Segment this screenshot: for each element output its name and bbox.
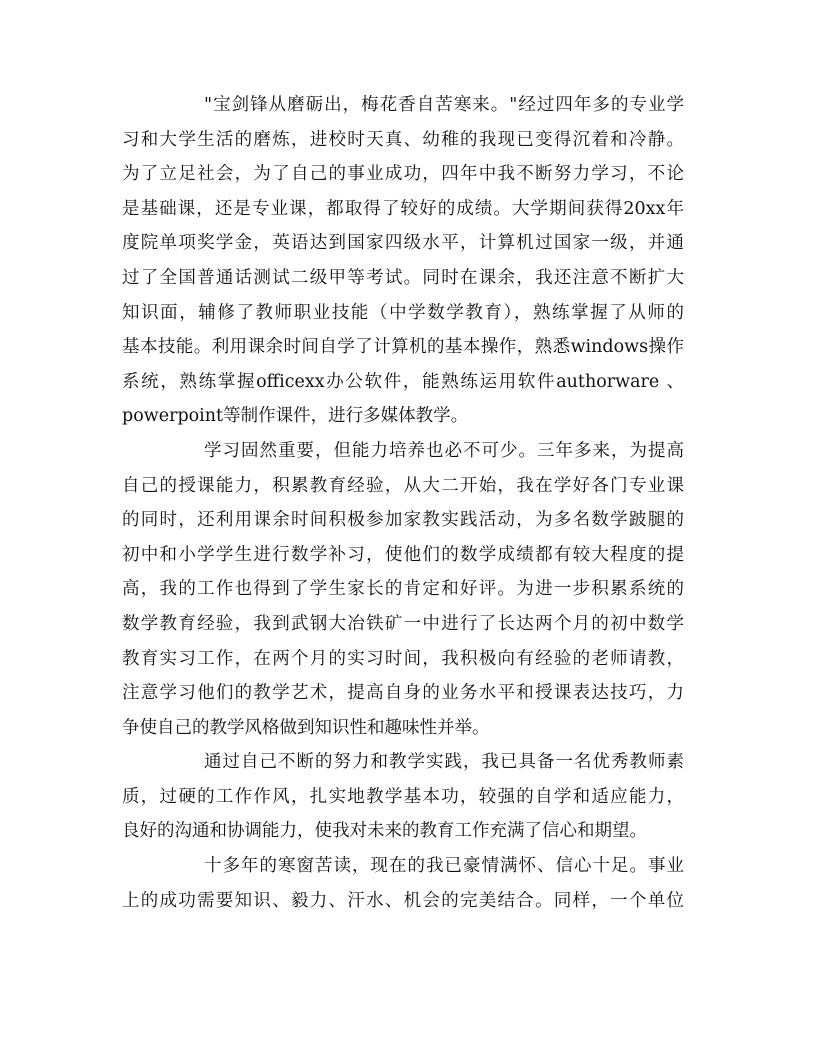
paragraph-4 — [122, 849, 684, 918]
text-line: "宝剑锋从磨砺出，梅花香自苦寒来。"经过四年多的专业学 — [204, 95, 684, 115]
text-line: 过了全国普通话测试二级甲等考试。同时在课余，我还注意不断扩大 — [122, 267, 684, 288]
text-line: 知识面，辅修了教师职业技能（中学数学教育），熟练掌握了从师的 — [122, 302, 684, 323]
paragraph-1 — [122, 88, 684, 434]
text-line: 教育实习工作，在两个月的实习时间，我积极向有经验的老师请教， — [122, 648, 684, 669]
text-line: 的同时，还利用课余时间积极参加家教实践活动，为多名数学跛腿的 — [122, 510, 684, 531]
text-line: 习和大学生活的磨炼，进校时天真、幼稚的我现已变得沉着和冷静。 — [122, 129, 684, 150]
text-line: 上的成功需要知识、毅力、汗水、机会的完美结合。同样，一个单位 — [122, 890, 684, 911]
text-line: 基本技能。利用课余时间自学了计算机的基本操作，熟悉windows操作 — [122, 337, 684, 358]
text-line: 自己的授课能力，积累教育经验，从大二开始，我在学好各门专业课 — [122, 475, 684, 496]
text-line: 数学教育经验，我到武钢大冶铁矿一中进行了长达两个月的初中数学 — [122, 613, 684, 634]
text-line: 质，过硬的工作作风，扎实地教学基本功，较强的自学和适应能力， — [122, 786, 684, 807]
text-line: 良好的沟通和协调能力，使我对未来的教育工作充满了信心和期望。 — [122, 821, 647, 842]
text-line: 初中和小学学生进行数学补习，使他们的数学成绩都有较大程度的提 — [122, 544, 684, 565]
text-line: powerpoint等制作课件，进行多媒体教学。 — [122, 406, 469, 427]
text-line: 争使自己的教学风格做到知识性和趣味性并举。 — [122, 717, 490, 738]
text-line: 通过自己不断的努力和教学实践，我已具备一名优秀教师素 — [204, 752, 684, 773]
text-line: 是基础课，还是专业课，都取得了较好的成绩。大学期间获得20xx年 — [122, 198, 684, 219]
text-line: 注意学习他们的教学艺术，提高自身的业务水平和授课表达技巧，力 — [122, 683, 684, 704]
text-line: 学习固然重要，但能力培养也必不可少。三年多来，为提高 — [204, 440, 684, 461]
text-line: 高，我的工作也得到了学生家长的肯定和好评。为进一步积累系统的 — [122, 579, 684, 600]
text-line: 度院单项奖学金，英语达到国家四级水平，计算机过国家一级，并通 — [122, 233, 684, 254]
text-line: 十多年的寒窗苦读，现在的我已豪情满怀、信心十足。事业 — [204, 856, 684, 877]
paragraph-3 — [122, 745, 684, 849]
text-line: 为了立足社会，为了自己的事业成功，四年中我不断努力学习，不论 — [122, 164, 684, 185]
paragraph-2 — [122, 434, 684, 745]
document-body — [122, 88, 684, 918]
text-line: 系统，熟练掌握officexx办公软件，能熟练运用软件authorware 、 — [122, 371, 684, 392]
